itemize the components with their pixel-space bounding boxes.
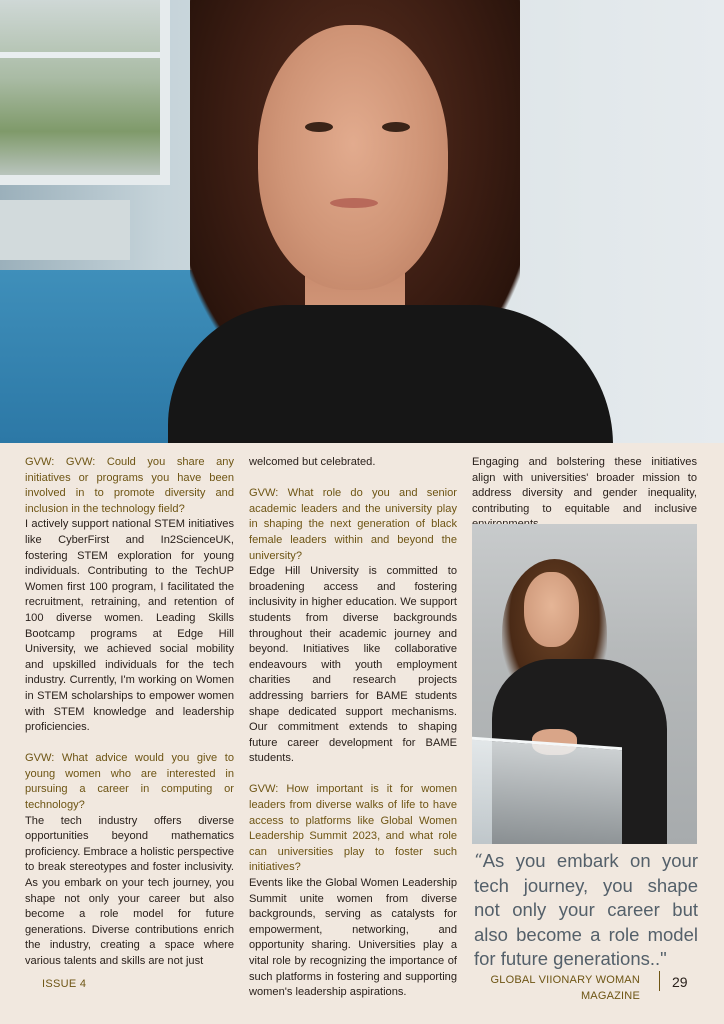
pull-quote	[474, 849, 698, 972]
answer-role-of-leaders: Edge Hill University is committed to broadening access and fostering inclusivity in higher education. We support students from diverse backgrounds throughout their academic journey and beyond. Initiatives like collaborative endeavours with youth employment charities and research projects addressing barriers for BAME students shape dedicated support mechanisms. Our commitment extends to shaping future career development for BAME students.	[249, 565, 457, 765]
answer-diversity-initiatives: I actively support national STEM initiatives like CyberFirst and In2ScienceUK, fostering STEM exploration for young individuals. Contributing to the TechUP Women first 100 program, I facilitated the recruitment, retraining, and retention of 100 diverse women. Leading Skills Bootcamp programs at Edge Hill University, we achieved social mobility and upskilled individuals for the tech industry. Currently, I'm working on Women in STEM scholarships to empower women with STEM knowledge and leadership proficiencies.	[25, 518, 234, 734]
question-advice-young-women: GVW: What advice would you give to young women who are interested in pursuing a career in computing or technology?	[25, 752, 234, 812]
column-3	[472, 455, 697, 533]
answer-advice-continued: welcomed but celebrated.	[249, 456, 376, 468]
portrait-face	[258, 25, 448, 290]
answer-advice-young-women: The tech industry offers diverse opportunities beyond mathematics proficiency. Embrace a holistic perspective to break stereotypes and foster inclusivity. As you embark on your tech journey, you shape not only your career but also become a role model for future generations. Diverse contributions enrich the industry, creating a space where various talents and skills are not just	[25, 814, 234, 967]
portrait-jacket	[168, 305, 613, 443]
question-diversity-initiatives: GVW: GVW: Could you share any initiatives or programs you have been involved in to promote diversity and inclusion in the technology field?	[25, 456, 234, 515]
portrait-eye-right	[382, 122, 410, 132]
page-number: 29	[672, 974, 688, 990]
answer-platform-continued: Engaging and bolstering these initiatives align with universities' broader mission to address diversity and gender inequality, contributing to equitable and inclusive	[472, 456, 697, 515]
column-1	[25, 455, 234, 970]
answer-platform-importance: Events like the Global Women Leadership Summit unite women from diverse backgrounds, serving as catalysts for empowerment, networking, and opportunity sharing. Universities play a vital role by recognizing the importance of such platforms in fostering and supporting women's leadership aspirations.	[249, 877, 457, 999]
question-platform-importance: GVW: How important is it for women leaders from diverse walks of life to have access to platforms like Global Women Leadership Summit 2023, and what role can universities play to foster such initiatives?	[249, 783, 457, 874]
quote-mark-icon: “	[474, 851, 483, 871]
column-2	[249, 455, 457, 1001]
portrait-eye-left	[305, 122, 333, 132]
glass-podium	[472, 737, 622, 844]
radiator-background	[0, 200, 130, 260]
window-background	[0, 0, 170, 185]
question-role-of-leaders: GVW: What role do you and senior academic leaders and the university play in shaping the next generation of black female leaders within and beyond the university?	[249, 487, 457, 562]
footer-divider	[659, 971, 660, 991]
magazine-name: GLOBAL VIIONARY WOMAN MAGAZINE	[490, 974, 640, 1002]
pull-quote-text: As you embark on your tech journey, you shape not only your career but also become a role model for future generations.."	[474, 850, 698, 969]
speaker-face	[524, 572, 579, 647]
hero-portrait-photo	[0, 0, 724, 443]
speaker-at-podium-photo	[472, 524, 697, 844]
portrait-lips	[330, 198, 378, 208]
issue-label: ISSUE 4	[42, 978, 87, 990]
